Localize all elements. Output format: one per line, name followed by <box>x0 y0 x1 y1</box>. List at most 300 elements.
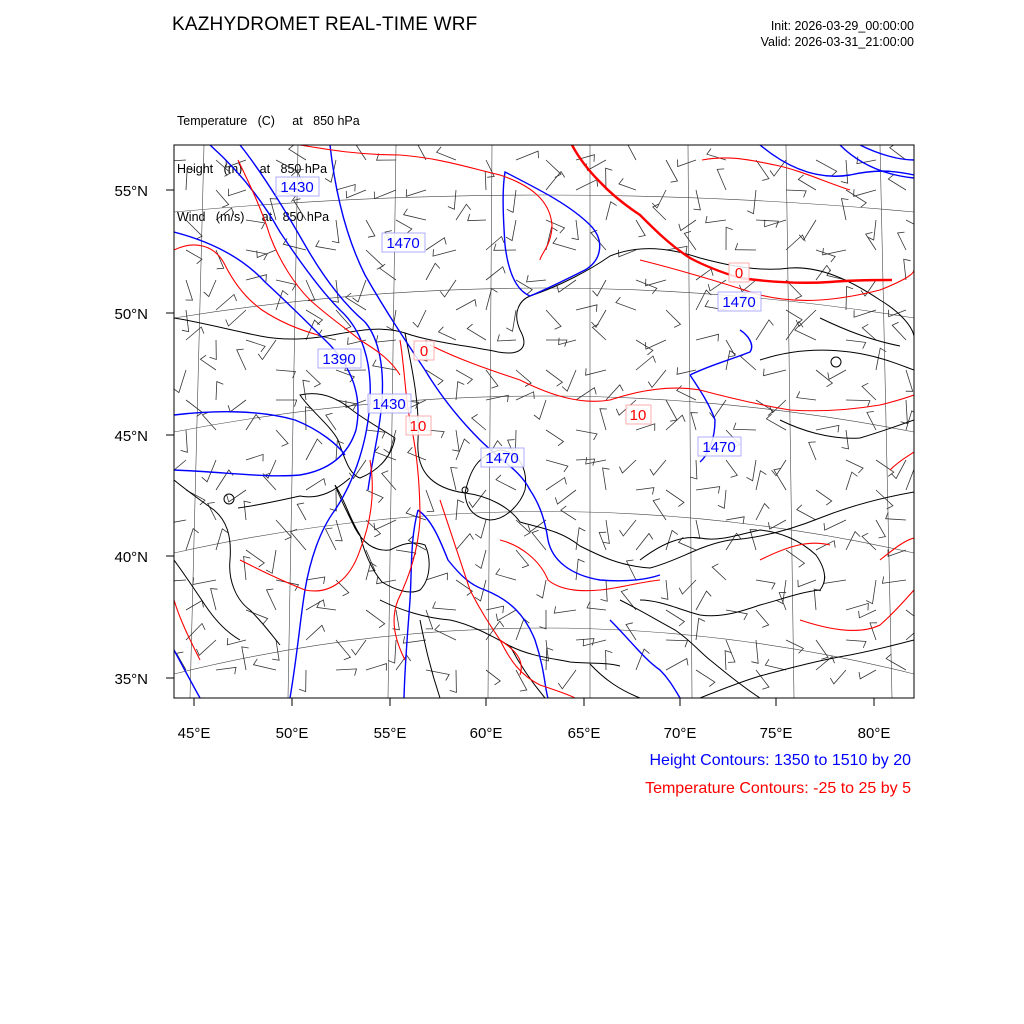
wind-barb <box>216 295 237 311</box>
wind-barb <box>439 327 457 340</box>
wind-barb <box>485 171 492 190</box>
wind-barb <box>696 591 711 610</box>
wind-barb <box>725 651 732 670</box>
wind-barb <box>200 355 216 370</box>
wind-barb <box>734 423 757 430</box>
temperature-label: 10 <box>409 418 427 435</box>
wind-barb <box>726 610 747 620</box>
wind-barb <box>694 190 701 210</box>
wind-barb <box>317 601 336 610</box>
wind-barb <box>726 340 735 357</box>
wind-barb <box>346 190 366 198</box>
height-contour-legend: Height Contours: 1350 to 1510 by 20 <box>649 752 911 769</box>
wind-barb <box>366 430 385 439</box>
lon-label-50: 50°E <box>275 725 309 742</box>
wind-barb <box>258 340 276 360</box>
wind-barb <box>646 279 667 286</box>
wind-barb <box>892 322 906 340</box>
wind-barb <box>426 370 443 385</box>
wind-barb <box>228 189 246 196</box>
wind-barb <box>735 243 756 250</box>
lat-label-40: 40°N <box>114 549 148 566</box>
wind-barb <box>606 168 613 190</box>
wind-barb <box>467 324 486 340</box>
wind-barb <box>388 640 396 663</box>
height-label: 1430 <box>372 396 406 413</box>
wind-barb <box>561 506 576 520</box>
wind-barb <box>528 520 546 532</box>
wind-barb <box>774 468 786 490</box>
wind-barb <box>559 338 576 345</box>
wind-barb <box>620 520 637 536</box>
wind-barb <box>898 232 906 250</box>
wind-barb <box>666 659 688 671</box>
wind-barb <box>648 370 666 388</box>
wind-barb <box>193 578 216 585</box>
wind-barb <box>842 430 849 449</box>
wind-barb <box>712 564 726 580</box>
wind-barb <box>186 280 193 300</box>
wind-barb <box>691 413 698 430</box>
wind-barb <box>882 576 906 583</box>
field-temperature: Temperature (C) at 850 hPa <box>177 114 360 128</box>
wind-barb <box>823 248 846 255</box>
wind-barb <box>204 280 216 297</box>
wind-barb <box>516 670 527 691</box>
longitude-labels <box>178 725 891 742</box>
wind-barb <box>516 151 539 160</box>
wind-barb <box>756 320 773 340</box>
wind-barb <box>291 529 307 550</box>
wind-barb <box>326 413 336 430</box>
wind-barb <box>336 185 355 192</box>
wind-barb <box>797 391 816 400</box>
wind-barb <box>766 414 786 430</box>
wind-barb <box>906 370 913 391</box>
wind-barb <box>636 220 645 237</box>
wind-barb <box>554 606 576 613</box>
wind-barb <box>809 442 816 460</box>
wind-barb <box>433 249 456 256</box>
wind-barb <box>306 625 325 640</box>
valid-time: Valid: 2026-03-31_21:00:00 <box>760 35 914 49</box>
wind-barb <box>173 370 186 393</box>
wind-barb <box>846 190 866 207</box>
wind-barb <box>537 580 547 598</box>
height-label: 1470 <box>702 439 736 456</box>
wind-barb <box>696 334 719 341</box>
graticule <box>174 145 914 698</box>
wind-barb <box>666 400 677 421</box>
wind-barb <box>165 517 186 524</box>
wind-barb <box>306 310 323 324</box>
wind-barb <box>824 577 846 584</box>
wind-barb <box>846 460 863 473</box>
wind-barb <box>475 550 486 568</box>
wind-barb <box>572 220 579 240</box>
lat-label-50: 50°N <box>114 306 148 323</box>
wind-barb <box>846 532 860 550</box>
wind-barb <box>546 172 565 191</box>
wind-barb <box>889 310 907 317</box>
wind-barb <box>276 520 291 540</box>
wind-barb <box>306 577 325 584</box>
wind-barb <box>516 619 529 640</box>
wind-barb <box>718 490 726 508</box>
wind-barb <box>326 528 337 550</box>
wind-barb <box>756 610 769 627</box>
wind-barb <box>576 388 596 400</box>
wind-barb <box>177 652 187 670</box>
field-wind: Wind (m/s) at 850 hPa <box>177 210 330 224</box>
wind-barb <box>216 667 236 674</box>
height-contours <box>174 145 914 698</box>
wind-barb <box>266 550 276 573</box>
lon-label-80: 80°E <box>857 725 891 742</box>
wind-barb <box>814 589 821 610</box>
wind-barb <box>486 160 494 177</box>
wind-barb <box>366 490 383 503</box>
wind-barb <box>426 238 446 250</box>
wind-barb <box>546 220 565 233</box>
lat-label-35: 35°N <box>114 671 148 688</box>
wind-barb <box>257 250 276 258</box>
wind-barb <box>886 512 906 520</box>
field-height: Height (m) at 850 hPa <box>177 162 328 176</box>
wind-barb <box>426 670 449 681</box>
wind-barb <box>870 623 877 640</box>
wind-barb <box>816 160 837 176</box>
wind-barb <box>586 368 606 375</box>
wind-barb <box>862 383 876 400</box>
wind-barb <box>600 409 607 430</box>
wind-barb <box>366 250 383 269</box>
wind-barb <box>906 610 925 628</box>
wind-barb <box>186 529 199 550</box>
temperature-contour-legend: Temperature Contours: -25 to 25 by 5 <box>645 780 911 797</box>
wind-barb <box>165 155 186 162</box>
wind-barb <box>627 142 636 161</box>
wind-barb <box>228 400 246 412</box>
wind-barb <box>816 541 835 550</box>
wind-barb <box>244 557 251 581</box>
wind-barb <box>374 190 396 199</box>
wind-barb <box>678 160 696 167</box>
wind-barb <box>666 610 684 626</box>
lon-label-55: 55°E <box>373 725 407 742</box>
wind-barb <box>186 250 202 264</box>
wind-barb <box>456 300 476 310</box>
wind-barb <box>181 430 188 452</box>
wind-barb <box>468 214 486 221</box>
wind-barb <box>867 411 876 430</box>
wind-barb <box>346 400 366 408</box>
height-label: 1390 <box>322 351 356 368</box>
wind-barb <box>166 575 186 582</box>
wind-barb <box>741 353 756 370</box>
wind-barb <box>846 340 866 349</box>
wind-barb <box>246 414 260 430</box>
wind-barb <box>472 414 486 430</box>
height-label: 1470 <box>386 235 420 252</box>
wind-barb <box>426 573 447 580</box>
wind-barb <box>276 280 296 290</box>
wind-barb <box>756 504 769 520</box>
wind-barb <box>210 340 217 360</box>
wind-barb <box>377 577 396 584</box>
wind-barb <box>237 349 246 370</box>
lat-label-45: 45°N <box>114 428 148 445</box>
wind-barb <box>433 602 456 610</box>
wind-barb <box>862 533 876 550</box>
wind-barb <box>486 370 498 388</box>
wind-barb <box>426 610 433 629</box>
wind-barb <box>396 550 416 559</box>
wind-barb <box>627 560 637 580</box>
wind-barb <box>546 460 568 472</box>
wind-barb <box>486 237 504 251</box>
wind-barb <box>246 340 265 352</box>
wind-barb <box>226 310 246 326</box>
wind-barb <box>859 670 876 679</box>
wind-barb <box>886 654 906 670</box>
wind-barb <box>772 460 786 476</box>
wind-barb <box>842 199 849 220</box>
map-frame <box>174 145 914 698</box>
wind-barb <box>393 610 400 630</box>
wind-barb <box>666 490 684 507</box>
wind-barb <box>841 160 848 183</box>
wind-barb <box>366 550 375 571</box>
wind-barb <box>679 580 696 594</box>
wind-barb <box>440 280 456 297</box>
wind-barb <box>576 459 595 466</box>
wind-barb <box>496 610 516 621</box>
wind-barb <box>267 589 277 610</box>
wind-barb <box>486 267 505 280</box>
wind-barb <box>636 488 654 495</box>
wind-barb <box>816 425 839 432</box>
wind-barb <box>306 370 320 387</box>
temperature-contour-labels <box>406 263 749 435</box>
wind-barb <box>586 457 606 464</box>
wind-barb <box>726 227 733 250</box>
wind-barb <box>456 500 464 520</box>
wind-barb <box>380 264 397 280</box>
wind-barb <box>211 589 218 610</box>
wind-barb <box>645 340 666 349</box>
wind-barb <box>816 640 828 659</box>
lon-label-60: 60°E <box>469 725 503 742</box>
temperature-label: 0 <box>734 265 744 282</box>
map-title: KAZHYDROMET REAL-TIME WRF <box>172 14 478 35</box>
wind-barb <box>684 231 696 250</box>
wind-barb <box>636 424 655 431</box>
wind-barb <box>854 189 876 196</box>
wind-barb <box>332 220 339 243</box>
wind-barb <box>366 610 385 628</box>
wind-barb <box>765 659 786 670</box>
wind-barb <box>413 310 426 327</box>
wind-barb <box>506 310 516 331</box>
wind-barb <box>786 640 803 653</box>
wind-barb <box>750 530 757 550</box>
wind-barb <box>539 610 546 629</box>
freezing-isotherm <box>572 145 892 283</box>
wind-barb <box>196 640 216 655</box>
wind-barb <box>527 275 546 282</box>
wind-barb <box>276 370 295 378</box>
wind-barb <box>546 430 564 446</box>
wind-barb <box>498 334 517 341</box>
wind-barb <box>816 250 835 262</box>
lon-label-70: 70°E <box>663 725 697 742</box>
wind-barb <box>756 471 766 490</box>
wind-barb <box>456 534 474 550</box>
wind-barb <box>696 670 715 687</box>
wind-barb <box>469 490 486 507</box>
wind-barb <box>486 395 508 402</box>
wind-barb <box>186 601 204 611</box>
wind-barb <box>448 190 456 209</box>
height-label: 1470 <box>485 450 519 467</box>
wind-barb <box>616 297 636 310</box>
wind-barb <box>764 369 787 376</box>
wind-barb <box>601 580 608 601</box>
wind-barb <box>532 530 546 550</box>
wind-barb <box>353 280 367 302</box>
wind-barb <box>816 490 832 505</box>
wind-barb <box>553 238 576 250</box>
wind-barb <box>366 220 375 237</box>
wind-barb <box>798 580 816 587</box>
wind-barb <box>824 520 846 530</box>
wind-barb <box>426 263 440 280</box>
wind-barb <box>216 382 223 400</box>
temperature-contours <box>174 145 914 698</box>
wind-barb <box>666 160 678 182</box>
wind-barb <box>330 490 337 511</box>
wind-barb <box>216 250 224 269</box>
wind-barb <box>336 370 354 382</box>
wind-barb <box>336 640 350 660</box>
wind-barb <box>799 220 816 240</box>
wind-barb <box>562 370 576 391</box>
wind-barb <box>726 460 737 477</box>
wind-barb <box>679 220 696 231</box>
wind-barb <box>866 580 876 604</box>
wind-barb <box>452 430 459 451</box>
wind-barb <box>451 467 458 490</box>
wind-barb <box>747 190 756 214</box>
latitude-labels <box>114 183 148 688</box>
wind-barb <box>786 190 806 197</box>
wind-barb <box>426 490 434 512</box>
height-label: 1470 <box>722 294 756 311</box>
wind-barb <box>406 189 426 196</box>
wind-barb <box>906 220 927 236</box>
map-plot-area <box>165 142 927 699</box>
wind-barb <box>216 190 229 207</box>
wind-barb <box>336 580 349 596</box>
wind-barb <box>795 325 816 340</box>
wind-barb <box>244 501 251 520</box>
wind-barb <box>558 670 576 689</box>
wind-barb <box>299 670 306 692</box>
wind-barb <box>506 220 516 241</box>
wind-barb <box>382 471 396 490</box>
wind-barb <box>246 454 263 461</box>
wind-barb <box>576 180 598 190</box>
wind-barb <box>854 310 876 317</box>
wind-barb <box>696 487 720 494</box>
lon-label-65: 65°E <box>567 725 601 742</box>
wind-barb <box>216 208 234 220</box>
wind-barb <box>335 520 342 541</box>
wind-barb <box>690 460 697 479</box>
wind-barb <box>828 370 846 379</box>
wind-barb <box>351 640 366 655</box>
wind-barb <box>297 503 306 520</box>
wind-barb <box>696 269 713 280</box>
wind-barb <box>606 650 613 670</box>
wind-barb <box>901 400 908 424</box>
wind-barb <box>375 446 396 460</box>
wind-barb <box>216 529 228 550</box>
wind-barb <box>717 169 726 190</box>
wind-barb <box>507 190 516 212</box>
wind-barb <box>846 472 857 490</box>
wind-barb <box>289 145 306 160</box>
wind-barb <box>486 289 497 311</box>
wind-barb <box>619 460 636 473</box>
wind-barb <box>450 670 457 693</box>
wind-barb <box>636 356 656 370</box>
wind-barb <box>653 499 666 520</box>
wind-barb <box>546 310 561 329</box>
wind-barb <box>652 190 666 208</box>
wind-barb <box>846 287 853 311</box>
wind-barb <box>747 460 757 481</box>
wind-barb <box>797 505 816 520</box>
wind-barb <box>626 623 636 640</box>
wind-barb <box>276 160 297 176</box>
wind-barb <box>534 400 546 419</box>
wind-barb <box>603 520 610 543</box>
lat-label-55: 55°N <box>114 183 148 200</box>
wind-barb <box>653 204 666 220</box>
wind-barb <box>756 580 775 589</box>
wind-barb <box>576 430 597 440</box>
temperature-label: 10 <box>629 407 647 424</box>
wind-barb <box>846 640 866 648</box>
wind-barb <box>437 147 456 160</box>
wind-barb <box>876 520 885 538</box>
wind-barb <box>348 337 366 344</box>
temperature-label: 0 <box>419 343 429 360</box>
wind-barb <box>496 569 516 581</box>
wind-barb <box>779 592 786 610</box>
wind-barb <box>756 670 769 689</box>
wind-barb <box>710 400 727 418</box>
wind-barb <box>830 670 846 684</box>
wind-barb <box>435 625 456 640</box>
wind-barb <box>816 370 832 387</box>
wind-barb <box>202 412 216 430</box>
wind-barb <box>666 310 681 327</box>
wind-barb <box>306 439 322 460</box>
wind-barb <box>867 220 876 240</box>
